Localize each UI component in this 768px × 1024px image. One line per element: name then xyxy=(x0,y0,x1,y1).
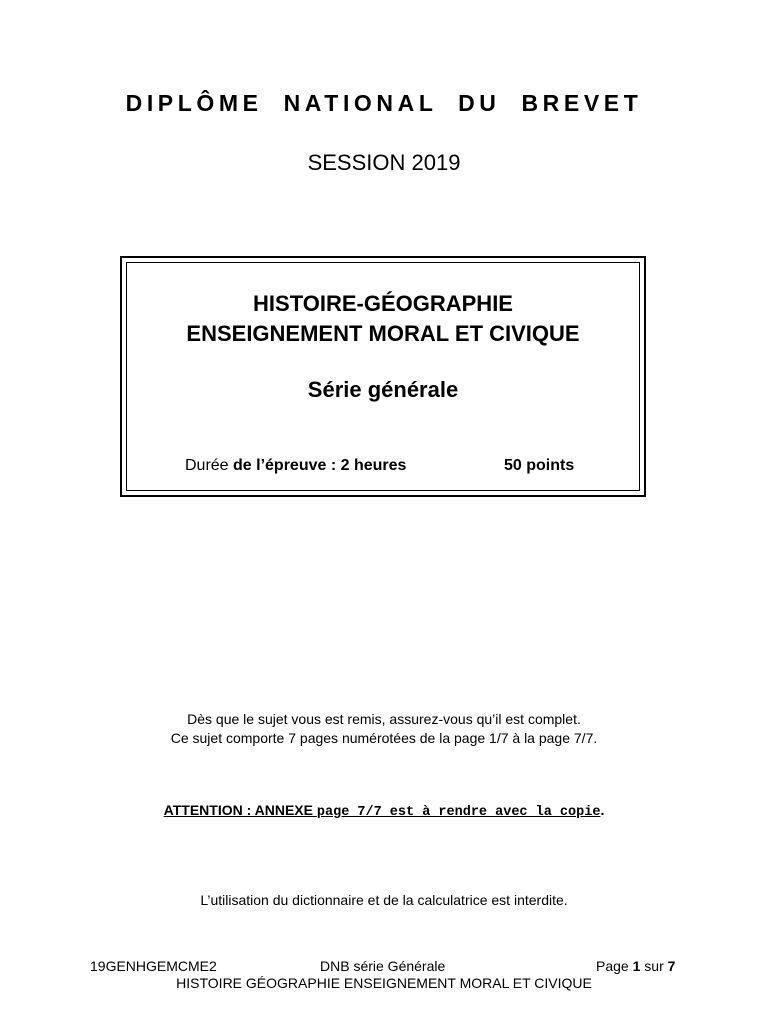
duration-value: de l’épreuve : 2 heures xyxy=(228,457,407,474)
page-current: 1 xyxy=(632,958,641,974)
serie-label: Série générale xyxy=(307,377,459,402)
notice-complete: Dès que le sujet vous est remis, assurez-vous qu’il est complet. xyxy=(187,711,581,727)
footer-exam: DNB série Générale xyxy=(320,958,446,974)
attention-notice xyxy=(0,801,768,822)
attention-annex-instruction: page 7/7 est à rendre avec la copie xyxy=(316,805,601,820)
session-year: SESSION 2019 xyxy=(307,150,461,175)
footer-page-number xyxy=(596,958,675,975)
points-total: 50 points xyxy=(504,457,575,474)
attention-label: ATTENTION : ANNEXE xyxy=(163,802,317,818)
duration-word: Durée xyxy=(185,457,229,474)
subject-title-line1: HISTOIRE-GÉOGRAPHIE xyxy=(253,291,513,316)
page-separator: sur xyxy=(640,958,668,974)
duration-text xyxy=(185,456,406,476)
footer-subject: HISTOIRE GÉOGRAPHIE ENSEIGNEMENT MORAL ET CIVIQUE xyxy=(176,975,592,991)
page-total: 7 xyxy=(667,958,676,974)
notice-pages: Ce sujet comporte 7 pages numérotées de la page 1/7 à la page 7/7. xyxy=(170,730,598,746)
page-prefix: Page xyxy=(596,958,633,974)
exam-title: DIPLÔME NATIONAL DU BREVET xyxy=(125,90,643,116)
footer-code: 19GENHGEMCME2 xyxy=(90,958,217,974)
subject-title-line2: ENSEIGNEMENT MORAL ET CIVIQUE xyxy=(186,321,580,346)
notice-tools: L’utilisation du dictionnaire et de la calculatrice est interdite. xyxy=(200,892,568,908)
attention-period: . xyxy=(600,802,605,818)
